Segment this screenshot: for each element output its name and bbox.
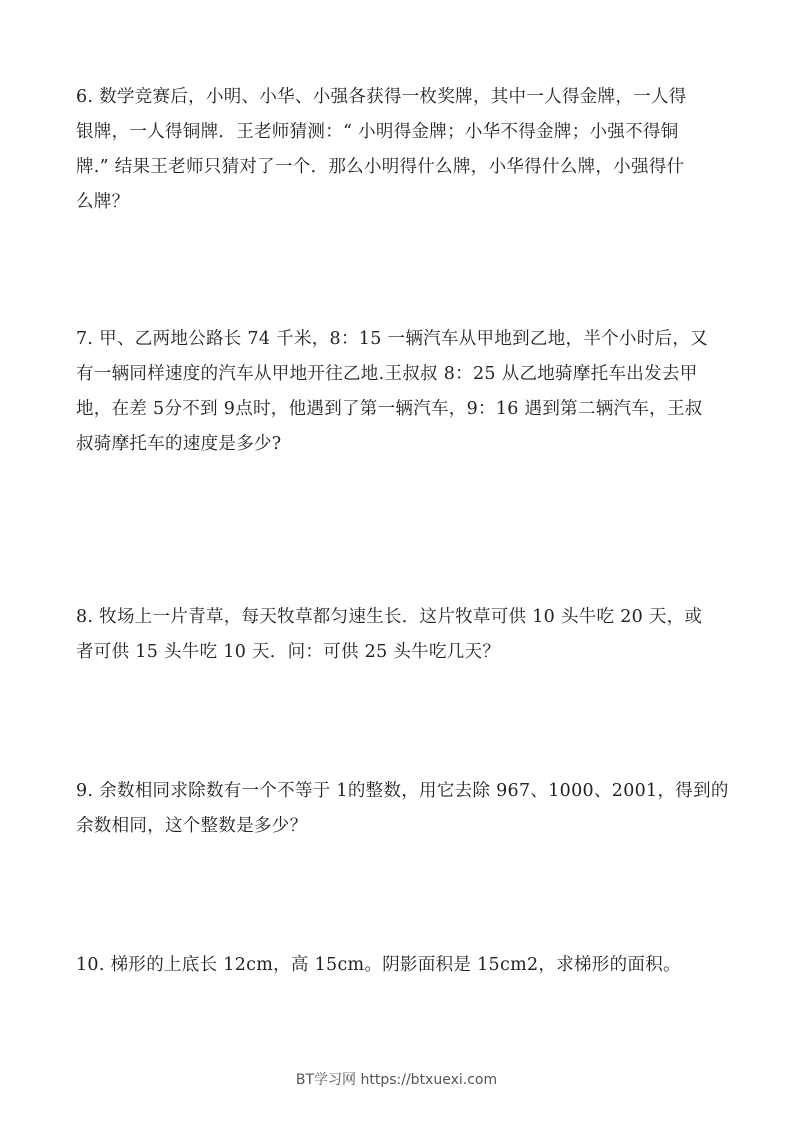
problem-7-line-4: 叔骑摩托车的速度是多少? <box>76 434 282 454</box>
problem-9 <box>76 774 728 844</box>
problem-8 <box>76 600 728 670</box>
problem-9-line-1: 9. 余数相同求除数有一个不等于 1的整数，用它去除 967、1000、2001，得到的 <box>76 781 729 801</box>
problem-10 <box>76 948 728 983</box>
problem-7-line-1: 7. 甲、乙两地公路长 74 千米，8：15 一辆汽车从甲地到乙地，半个小时后，又 <box>76 329 708 349</box>
problem-6 <box>76 80 728 220</box>
footer-watermark: BT学习网 https://btxuexi.com <box>295 1072 498 1088</box>
problem-7-line-2: 有一辆同样速度的汽车从甲地开往乙地.王叔叔 8：25 从乙地骑摩托车出发去甲 <box>76 364 698 384</box>
problem-6-line-4: 么牌？ <box>76 192 130 212</box>
problem-6-line-2: 银牌，一人得铜牌．王老师猜测：“ 小明得金牌；小华不得金牌；小强不得铜 <box>76 122 679 142</box>
problem-7-line-3: 地，在差 5分不到 9点时，他遇到了第一辆汽车，9：16 遇到第二辆汽车，王叔 <box>76 399 703 419</box>
problem-7 <box>76 322 728 462</box>
problem-6-line-3: 牌.” 结果王老师只猜对了一个．那么小明得什么牌，小华得什么牌，小强得什 <box>76 157 685 177</box>
problem-6-line-1: 6. 数学竞赛后，小明、小华、小强各获得一枚奖牌，其中一人得金牌，一人得 <box>76 87 687 107</box>
problem-10-line-1: 10. 梯形的上底长 12cm，高 15cm。阴影面积是 15cm2，求梯形的面积。 <box>76 955 681 975</box>
problem-9-line-2: 余数相同，这个整数是多少？ <box>76 816 308 836</box>
problem-8-line-1: 8. 牧场上一片青草，每天牧草都匀速生长．这片牧草可供 10 头牛吃 20 天，或 <box>76 607 703 627</box>
problem-8-line-2: 者可供 15 头牛吃 10 天．问：可供 25 头牛吃几天？ <box>76 642 501 662</box>
